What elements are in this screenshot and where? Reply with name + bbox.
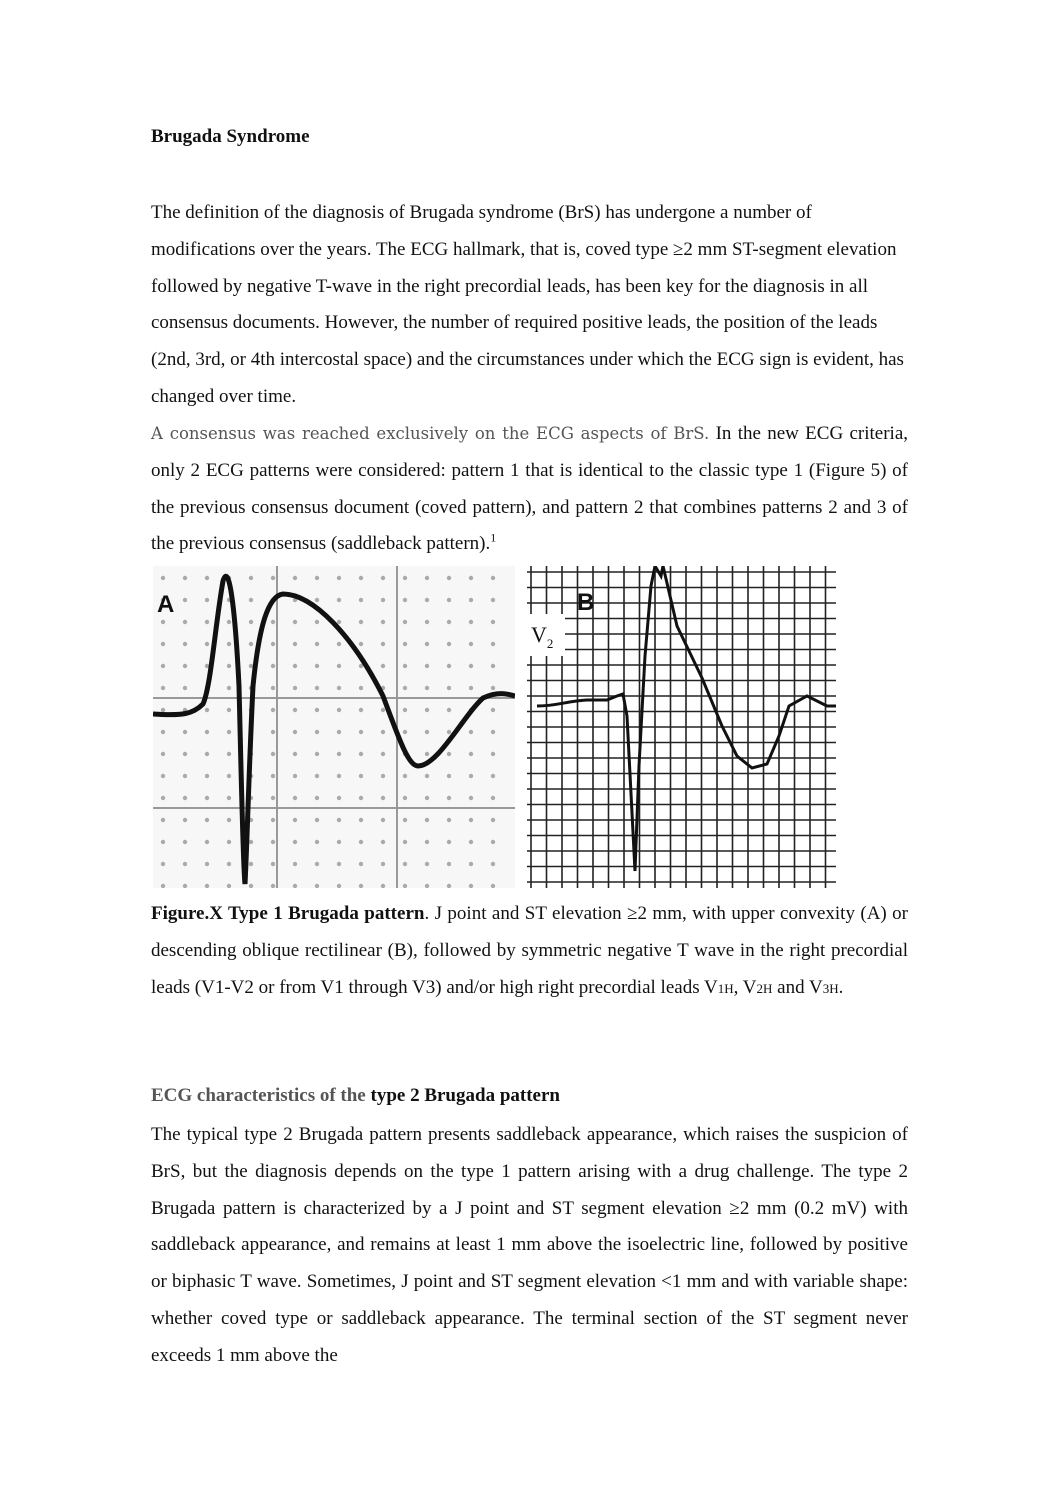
caption-title: Figure.X Type 1 Brugada pattern <box>151 903 425 924</box>
reference-marker: 1 <box>490 531 497 546</box>
consensus-rest: In the new ECG criteria, only 2 ECG patterns were considered: pattern 1 that is identical to the classic type 1 (Figure 5) of the previous consensus document (coved pattern), and pattern 2 that combines patterns 2 and 3 of the previous consensus (saddleback pattern). <box>151 423 908 555</box>
paragraph-consensus <box>151 416 908 563</box>
ecg-panel-b <box>527 566 836 888</box>
figure-caption: Figure.X Type 1 Brugada pattern. J point and ST elevation ≥2 mm, with upper convexity (A) or descending oblique rectilinear (B), followed by symmetric negative T wave in the right precordial leads (V1-V2 or from V1 through V3) and/or high right precordial leads V1H, V2H and V3H. <box>151 903 908 998</box>
paragraph-type2: The typical type 2 Brugada pattern presents saddleback appearance, which raises the suspicion of BrS, but the diagnosis depends on the type 1 pattern arising with a drug challenge. The type 2 Brugada pattern is characterized by a J point and ST segment elevation ≥2 mm (0.2 mV) with saddleback appearance, and remains at least 1 mm above the isoelectric line, followed by positive or biphasic T wave. Sometimes, J point and ST segment elevation <1 mm and with variable shape: whether coved type or saddleback appearance. The terminal section of the ST segment never exceeds 1 mm above the <box>151 1124 908 1366</box>
consensus-lead-sentence: A consensus was reached exclusively on the ECG aspects of BrS. <box>151 424 710 443</box>
lead-label: V <box>531 622 547 647</box>
ecg-panel-a <box>153 566 515 888</box>
section-heading-type2: ECG characteristics of the type 2 Brugada pattern <box>151 1085 560 1106</box>
lead-subscript: 2 <box>546 636 554 651</box>
section-title: Brugada Syndrome <box>151 126 310 147</box>
panel-b-label: B <box>577 589 595 616</box>
panel-a-label: A <box>157 591 175 618</box>
paragraph-definition: The definition of the diagnosis of Brugada syndrome (BrS) has undergone a number of modifications over the years. The ECG hallmark, that is, coved type ≥2 mm ST-segment elevation followed by negative T-wave in the right precordial leads, has been key for the diagnosis in all consensus documents. However, the number of required positive leads, the position of the leads (2nd, 3rd, or 4th intercostal space) and the circumstances under which the ECG sign is evident, has changed over time. <box>151 202 904 407</box>
